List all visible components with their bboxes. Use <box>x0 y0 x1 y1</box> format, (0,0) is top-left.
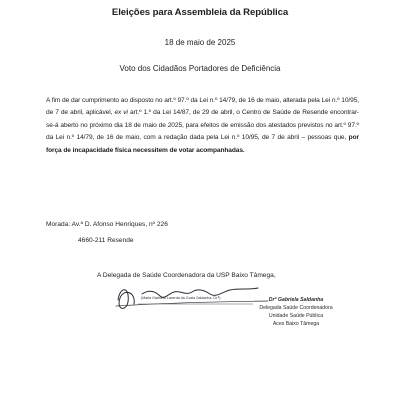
official-stamp <box>250 296 342 328</box>
paragraph-bold-part: por força de incapacidade física necessitem de votar acompanhadas. <box>46 134 359 154</box>
stamp-line-2: Delegada Saúde Coordenadora <box>259 305 333 311</box>
paragraph-part-3: art.º 1.º da Lei 14/87, de 29 de abril, o Centro de Saúde de Resende encontrar-se-á aberto no próximo dia 18 de maio de 2025, para efeitos de emissão dos atestados previstos no art.º 97.º da Lei n.º 14/79, de 16 de maio, com a redação dada pela Lei n.º 10/95, de 7 de abril – pessoas que, <box>46 109 360 142</box>
stamp-line-1: Drª Gabriela Saldanha <box>268 297 324 303</box>
body-paragraph <box>46 95 359 157</box>
stamp-line-4: Aces Baixo Tâmega <box>272 321 320 327</box>
address-line-2: 4660-211 Resende <box>78 237 134 244</box>
document-title: Eleições para Assembleia da República <box>111 7 289 18</box>
address-line-1: Morada: Av.ª D. Afonso Henriques, nº 226 <box>46 221 168 228</box>
signatory-name: (Maria Gabriela Lacerda da Costa Saldanha, Dr.ª) <box>141 296 221 300</box>
stamp-line-3: Unidade Saúde Pública <box>268 313 324 319</box>
paragraph-italic-ex-vi: ex vi <box>114 109 128 117</box>
paragraph-part-1: A fim de dar cumprimento ao disposto no art.º 97.º da Lei n.º 14/79, de 16 de maio, alterada pela Lei n.º 10/95, de 7 de abril, aplicável, <box>46 97 359 117</box>
delegate-title: A Delegada de Saúde Coordenadora da USP Baixo Tâmega, <box>97 272 276 279</box>
document-date: 18 de maio de 2025 <box>164 38 236 47</box>
document-subject: Voto dos Cidadãos Portadores de Deficiência <box>119 64 281 73</box>
